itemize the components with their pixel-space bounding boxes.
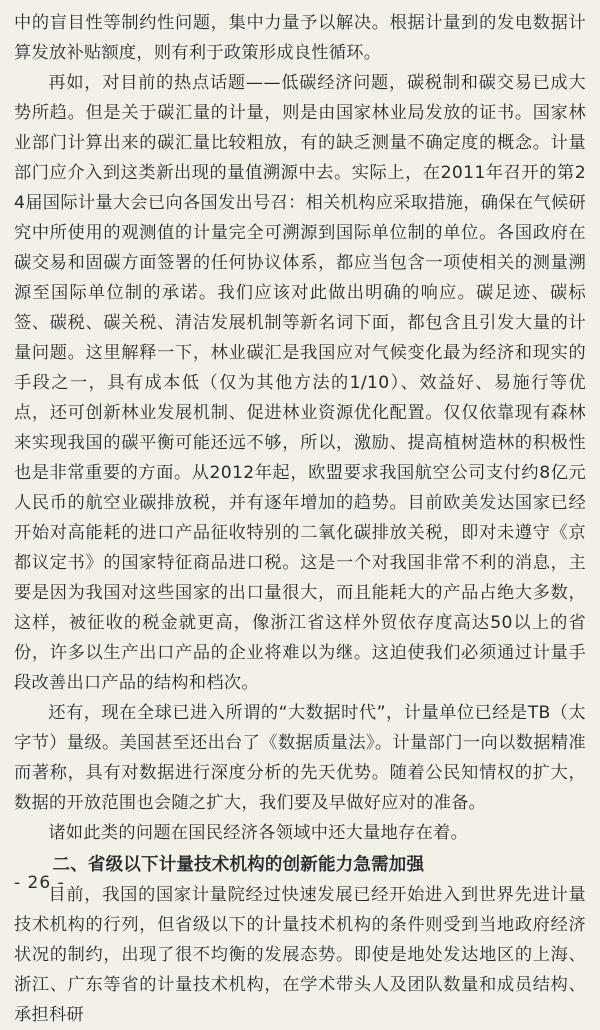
paragraph-summary: 诸如此类的问题在国民经济各领域中还大量地存在着。 — [48, 823, 469, 843]
paragraph-continuation: 中的盲目性等制约性问题，集中力量予以解决。根据计量到的发电数据计算发放补贴额度，则有利于政策形成良性循环。 — [14, 13, 586, 63]
page-number: - 26 - — [14, 873, 65, 893]
paragraph-low-carbon: 再如，对目前的热点话题——低碳经济问题，碳税制和碳交易已成大势所趋。但是关于碳汇量的计量，则是由国家林业局发放的证书。国家林业部门计算出来的碳汇量比较粗放，有的缺乏测量不确定度的概念。计量部门应介入到这类新出现的量值溯源中去。实际上，在2011年召开的第24届国际计量大会已向各国发出号召：相关机构应采取措施，确保在气候研究中所使用的观测值的计量完全可溯源到国际单位制的单位。各国政府在碳交易和固碳方面签署的任何协议体系，都应当包含一项使相关的测量溯源至国际单位制的承诺。我们应该对此做出明确的响应。碳足迹、碳标签、碳税、碳关税、清洁发展机制等新名词下面，都包含且引发大量的计量问题。这里解释一下，林业碳汇是我国应对气候变化最为经济和现实的手段之一，具有成本低（仅为其他方法的1/10）、效益好、易施行等优点，还可创新林业发展机制、促进林业资源优化配置。仅仅依靠现有森林来实现我国的碳平衡可能还远不够，所以，激励、提高植树造林的积极性也是非常重要的方面。从2012年起，欧盟要求我国航空公司支付约8亿元人民币的航空业碳排放税，并有逐年增加的趋势。目前欧美发达国家已经开始对高能耗的进口产品征收特别的二氧化碳排放关税，即对未遵守《京都议定书》的国家特征商品进口税。这是一个对我国非常不利的消息，主要是因为我国对这些国家的出口量很大，而且能耗大的产品占绝大多数，这样，被征收的税金就更高，像浙江省这样外贸依存度高达50以上的省份，许多以生产出口产品的企业将难以为继。这迫使我们必须通过计量手段改善出口产品的结构和档次。 — [14, 73, 586, 693]
paragraph-big-data: 还有，现在全球已进入所谓的“大数据时代”，计量单位已经是TB（太字节）量级。美国甚至还出台了《数据质量法》。计量部门一向以数据精准而著称，具有对数据进行深度分析的先天优势。随着公民知情权的扩大，数据的开放范围也会随之扩大，我们要及早做好应对的准备。 — [14, 703, 586, 813]
section-heading: 二、省级以下计量技术机构的创新能力急需加强 — [52, 855, 425, 875]
paragraph-current-status: 目前，我国的国家计量院经过快速发展已经开始进入到世界先进计量技术机构的行列，但省级以下的计量技术机构的条件则受到当地政府经济状况的制约，出现了很不均衡的发展态势。即使是地处发达地区的上海、浙江、广东等省的计量技术机构，在学术带头人及团队数量和成员结构、承担科研 — [14, 885, 586, 1025]
